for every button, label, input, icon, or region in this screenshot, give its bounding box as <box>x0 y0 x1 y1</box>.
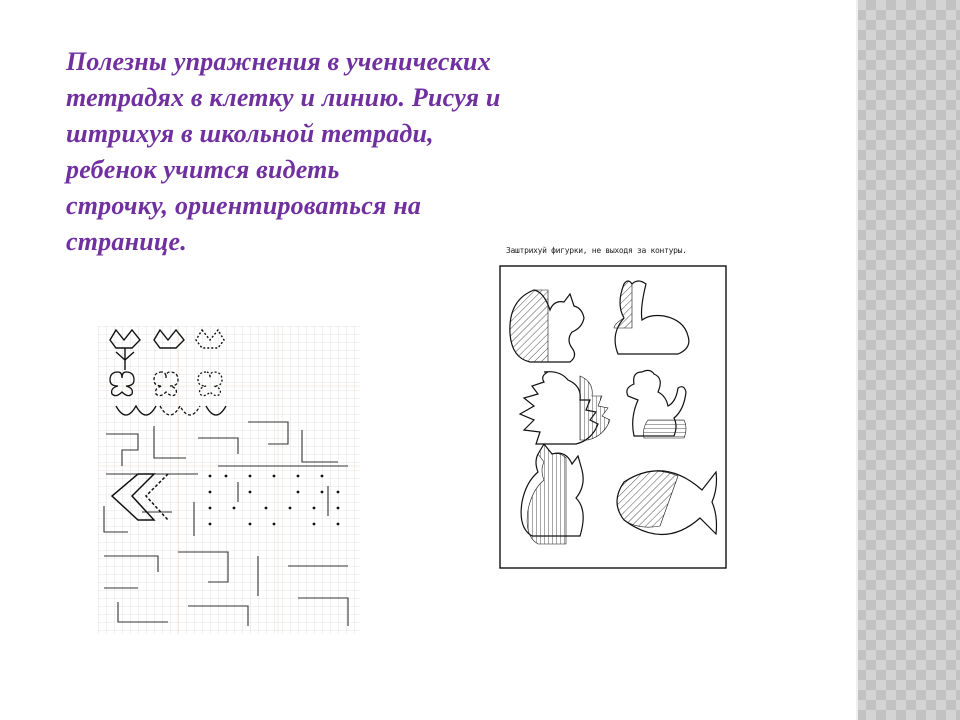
shading-worksheet-image <box>496 244 732 572</box>
slide-body-text <box>66 44 626 260</box>
grid-notebook-figure <box>98 326 360 634</box>
worksheet-caption: Заштрихуй фигурки, не выходя за контуры. <box>506 246 687 255</box>
text-line-1: Полезны упражнения в ученических <box>66 47 491 76</box>
shading-worksheet-figure <box>496 244 732 572</box>
text-line-5: строчку, ориентироваться на <box>66 191 422 220</box>
text-line-6: странице. <box>66 227 187 256</box>
grid-notebook-image <box>98 326 360 634</box>
text-line-4: ребенок учится видеть <box>66 155 340 184</box>
text-line-3: штрихуя в школьной тетради, <box>66 119 434 148</box>
decorative-side-panel <box>856 0 960 720</box>
text-line-2: тетрадях в клетку и линию. Рисуя и <box>66 83 501 112</box>
